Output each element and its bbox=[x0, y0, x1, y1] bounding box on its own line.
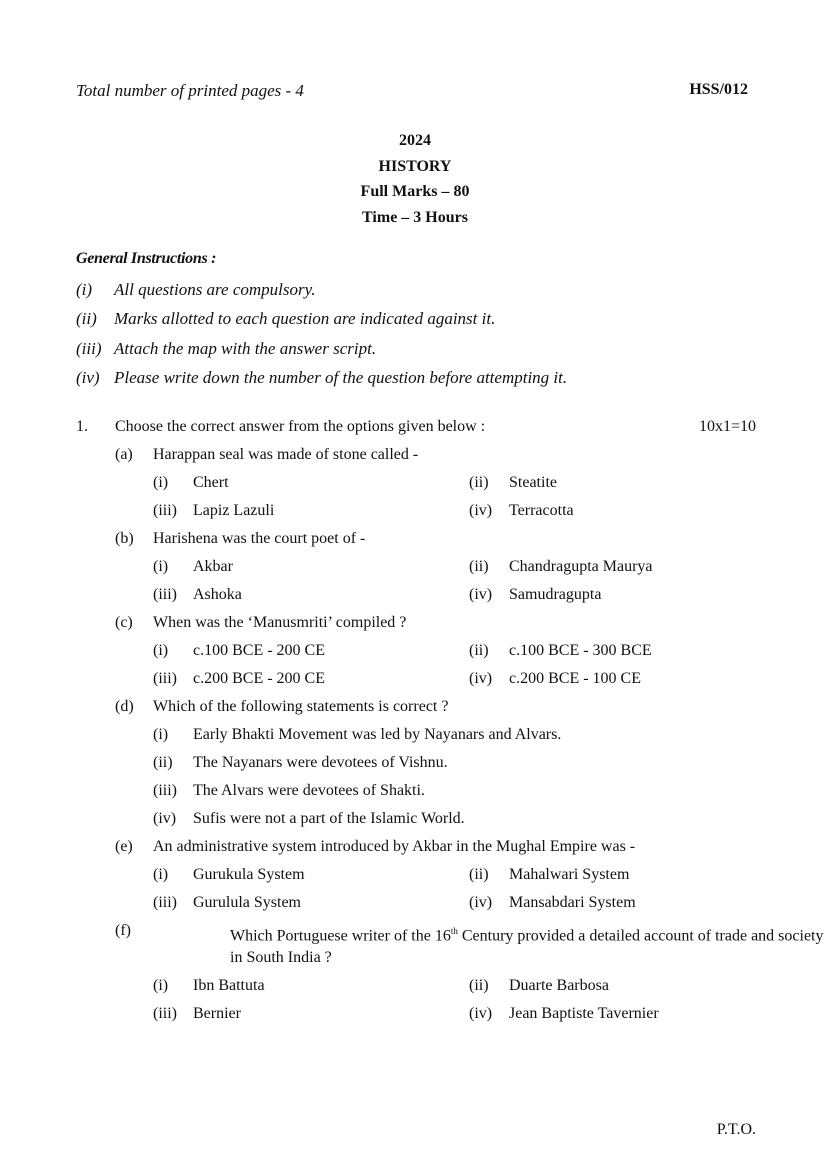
option-number: (i) bbox=[153, 558, 169, 575]
option-text: Jean Baptiste Tavernier bbox=[509, 1005, 659, 1023]
sub-question bbox=[76, 528, 756, 556]
sub-question bbox=[76, 696, 756, 724]
option-text: c.200 BCE - 100 CE bbox=[509, 670, 641, 687]
option-text: Early Bhakti Movement was led by Nayanars and Alvars. bbox=[193, 726, 562, 743]
option-row bbox=[76, 668, 756, 696]
question-header bbox=[76, 416, 756, 444]
option-number: (iv) bbox=[469, 502, 493, 519]
option-number: (ii) bbox=[469, 558, 489, 575]
exam-subject: HISTORY bbox=[378, 158, 452, 175]
paper-code: HSS/012 bbox=[689, 81, 748, 98]
text-part: Which Portuguese writer of the 16 bbox=[230, 927, 451, 945]
option-number: (i) bbox=[153, 726, 169, 743]
instructions-heading: General Instructions : bbox=[76, 250, 217, 267]
option-number: (ii) bbox=[469, 977, 489, 995]
question-marks: 10x1=10 bbox=[698, 418, 756, 435]
question-1 bbox=[76, 416, 824, 1031]
option-number: (ii) bbox=[469, 474, 489, 491]
instruction-item bbox=[76, 309, 495, 329]
instruction-text: Marks allotted to each question are indicated against it. bbox=[114, 309, 496, 328]
option-number: (iii) bbox=[153, 894, 177, 911]
sub-question bbox=[76, 836, 756, 864]
option-row bbox=[76, 500, 756, 528]
instruction-num: (ii) bbox=[76, 309, 97, 328]
option-text: Gurukula System bbox=[193, 866, 305, 883]
instruction-text: Please write down the number of the question before attempting it. bbox=[114, 368, 568, 387]
option-text: The Nayanars were devotees of Vishnu. bbox=[193, 754, 448, 771]
option-row bbox=[76, 864, 756, 892]
option-row bbox=[76, 584, 756, 612]
text-part: Century provided a detailed account of trade and society in South India ? bbox=[230, 927, 824, 967]
please-turn-over: P.T.O. bbox=[716, 1121, 756, 1138]
option-text: c.100 BCE - 300 BCE bbox=[509, 642, 652, 659]
option-row bbox=[76, 724, 756, 752]
option-number: (i) bbox=[153, 977, 169, 995]
option-row bbox=[76, 472, 756, 500]
option-number: (i) bbox=[153, 474, 169, 491]
superscript: th bbox=[450, 926, 458, 936]
option-row bbox=[76, 780, 756, 808]
option-text: Ashoka bbox=[193, 586, 242, 603]
instruction-item bbox=[76, 339, 376, 359]
option-text: Chert bbox=[193, 474, 229, 491]
option-text: Lapiz Lazuli bbox=[193, 502, 275, 519]
sub-question-label: (a) bbox=[115, 446, 133, 463]
option-number: (iii) bbox=[153, 782, 177, 799]
sub-question-text: Harappan seal was made of stone called - bbox=[153, 446, 419, 463]
option-number: (ii) bbox=[469, 642, 489, 659]
option-number: (iv) bbox=[469, 670, 493, 687]
option-text: Chandragupta Maurya bbox=[509, 558, 653, 575]
option-text: Akbar bbox=[193, 558, 233, 575]
sub-question-text: Harishena was the court poet of - bbox=[153, 530, 366, 547]
option-number: (iv) bbox=[469, 1005, 493, 1023]
sub-question-label: (f) bbox=[115, 922, 131, 939]
option-number: (i) bbox=[153, 642, 169, 659]
sub-question-label: (d) bbox=[115, 698, 134, 715]
option-row bbox=[76, 975, 756, 1003]
option-number: (iv) bbox=[153, 810, 177, 827]
exam-year: 2024 bbox=[399, 132, 431, 149]
sub-question bbox=[76, 612, 756, 640]
instruction-num: (iv) bbox=[76, 368, 100, 387]
sub-question bbox=[76, 444, 756, 472]
sub-question-label: (c) bbox=[115, 614, 133, 631]
option-text: c.200 BCE - 200 CE bbox=[193, 670, 325, 687]
sub-question-text: An administrative system introduced by Akbar in the Mughal Empire was - bbox=[153, 838, 636, 855]
option-row bbox=[76, 556, 756, 584]
option-number: (i) bbox=[153, 866, 169, 883]
option-text: The Alvars were devotees of Shakti. bbox=[193, 782, 425, 799]
sub-question-text: When was the ‘Manusmriti’ compiled ? bbox=[153, 614, 407, 631]
sub-question bbox=[76, 920, 824, 975]
sub-question-text: Which of the following statements is correct ? bbox=[153, 698, 449, 715]
option-number: (iv) bbox=[469, 586, 493, 603]
instruction-num: (i) bbox=[76, 280, 93, 299]
option-text: Sufis were not a part of the Islamic World. bbox=[193, 810, 465, 827]
printed-pages-note: Total number of printed pages - 4 bbox=[76, 81, 304, 100]
sub-question-label: (b) bbox=[115, 530, 134, 547]
option-number: (iii) bbox=[153, 502, 177, 519]
option-text: Terracotta bbox=[509, 502, 574, 519]
option-number: (ii) bbox=[469, 866, 489, 883]
sub-question-label: (e) bbox=[115, 838, 133, 855]
option-row bbox=[76, 1003, 756, 1031]
question-number: 1. bbox=[76, 418, 88, 435]
full-marks: Full Marks – 80 bbox=[360, 183, 470, 200]
option-text: Mansabdari System bbox=[509, 894, 636, 911]
option-text: Bernier bbox=[193, 1005, 241, 1023]
exam-time: Time – 3 Hours bbox=[362, 209, 468, 226]
option-text: Mahalwari System bbox=[509, 866, 630, 883]
instruction-text: Attach the map with the answer script. bbox=[114, 339, 377, 358]
option-number: (iii) bbox=[153, 670, 177, 687]
instruction-num: (iii) bbox=[76, 339, 102, 358]
option-row bbox=[76, 640, 756, 668]
option-row bbox=[76, 808, 756, 836]
option-row bbox=[76, 892, 756, 920]
instruction-text: All questions are compulsory. bbox=[114, 280, 316, 299]
option-number: (iii) bbox=[153, 1005, 177, 1023]
instruction-item bbox=[76, 368, 567, 388]
sub-question-text bbox=[230, 920, 827, 969]
option-number: (iv) bbox=[469, 894, 493, 911]
question-text: Choose the correct answer from the options given below : bbox=[115, 418, 486, 435]
option-row bbox=[76, 752, 756, 780]
option-text: Duarte Barbosa bbox=[509, 977, 609, 995]
option-text: Steatite bbox=[509, 474, 557, 491]
option-text: Gurulula System bbox=[193, 894, 301, 911]
instruction-item bbox=[76, 280, 315, 300]
option-number: (ii) bbox=[153, 754, 173, 771]
option-text: Samudragupta bbox=[509, 586, 602, 603]
option-number: (iii) bbox=[153, 586, 177, 603]
option-text: Ibn Battuta bbox=[193, 977, 265, 995]
option-text: c.100 BCE - 200 CE bbox=[193, 642, 325, 659]
